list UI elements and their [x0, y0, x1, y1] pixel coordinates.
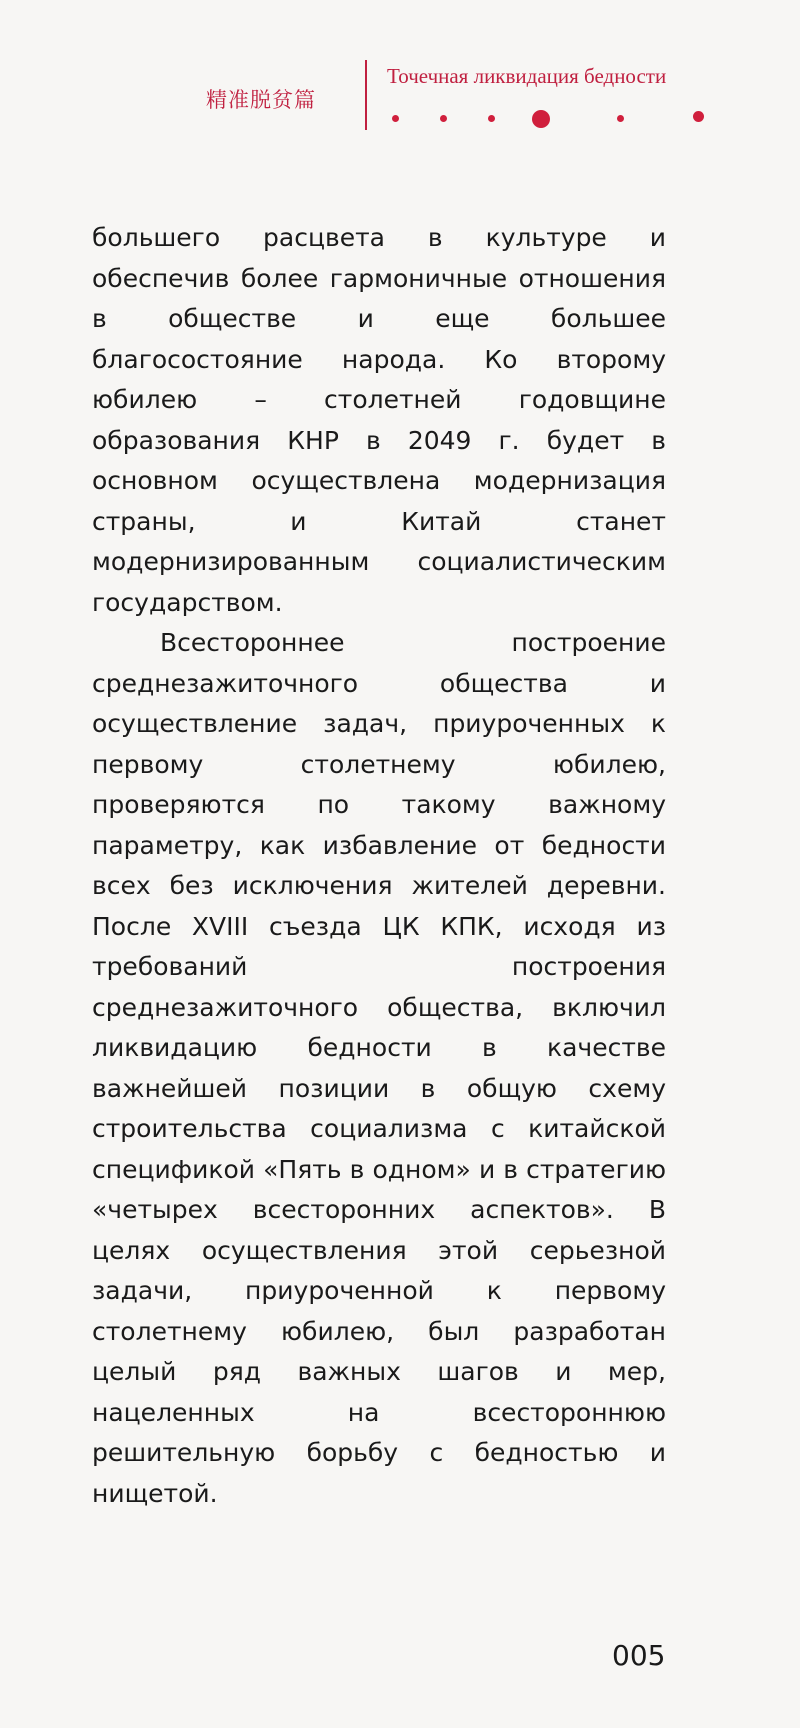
decorative-dot	[392, 115, 399, 122]
decorative-dot-large	[532, 110, 550, 128]
chapter-title-chinese: 精准脱贫篇	[206, 88, 316, 112]
paragraph: Всестороннее построение среднезажиточного общества и осуществление задач, приуроченных к первому столетнему юбилею, проверяются по такому важному параметру, как избавление от бедности всех без исключения жителей деревни. После XVIII съезда ЦК КПК, исходя из требований построения среднезажиточного общества, включил ликвидацию бедности в качестве важнейшей позиции в общую схему строительства социализма с китайской спецификой «Пять в одном» и в стратегию «четырех всесторонних аспектов». В целях осуществления этой серьезной задачи, приуроченной к первому столетнему юбилею, был разработан целый ряд важных шагов и мер, нацеленных на всестороннюю решительную борьбу с бедностью и нищетой.	[92, 628, 666, 1508]
decorative-dot	[440, 115, 447, 122]
paragraph: большего расцвета в культуре и обеспечив более гармоничные отношения в обществе и еще большее благосостояние народа. Ко второму юбилею – столетней годовщине образования КНР в 2049 г. будет в основном осуществлена модернизация страны, и Китай станет модернизированным социалистическим государством.	[92, 223, 666, 617]
decorative-dot	[488, 115, 495, 122]
decorative-dot	[693, 111, 704, 122]
decorative-dot	[617, 115, 624, 122]
header-divider	[365, 60, 367, 130]
chapter-title-russian: Точечная ликвидация бедности	[387, 64, 667, 88]
page-number: 005	[612, 1639, 666, 1672]
body-text	[92, 218, 666, 1514]
decorative-dots	[392, 110, 712, 130]
